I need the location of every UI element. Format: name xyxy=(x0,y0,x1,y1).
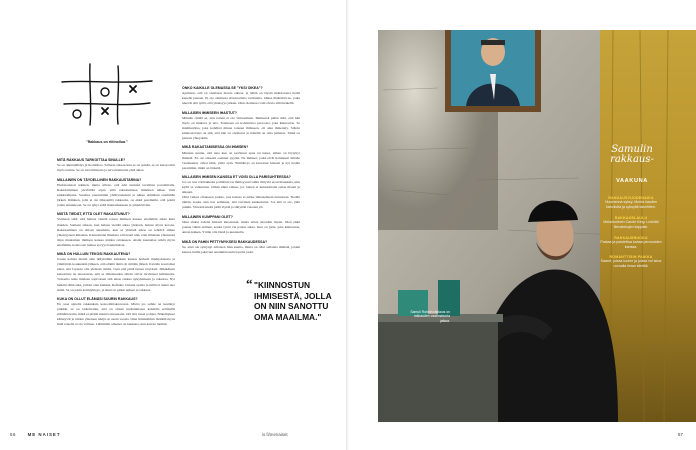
doodle-caption: "Rakkaus on riitinoilua." xyxy=(86,140,128,144)
answer-paragraph: Varmaan siitä, että haluaa viettää toisen ihmisen kanssa enemmän aikaa kuin muiden. Samaan aikaan, kun haluaa viettää aikaa yhdessä, haluaa myös kotona. Rakastaminen on silloin antamista, kun se yhteistä aikaa on tehtävä siihen yhteisyyteen ilmaisua. Kanssattaisi ilmaisua valtavasti niin, ettei ilmaisuu yhteisöstä riipu muutaman ihmisen kanssa näiden omakseen. Aistin kaunatiaa tehdä myös enemmän, koska sen tuntuu syvyys hautumaista. xyxy=(57,217,175,247)
answer-paragraph: Minulle riittää se, että toinen ei ole virtuaalinen. Ihmisessä pidän siitä, että hän myös on mukava ja aito. Toisinaan on kohdattava persoona, joka kiinnostaa. Se mielikuvitus, joka kohdisti minua toiseen ihmiseen, oli aina ihmettely. Silloin kiinnostavuus on sitä, että hän on olemassa ja hänellä on oma juttunsa. Tämä on perusta yhteydelle. xyxy=(182,115,300,140)
spread-gutter xyxy=(346,0,350,450)
hashtag-doodle-icon xyxy=(60,62,155,127)
signature-subtitle: VAAKUNA xyxy=(616,178,648,184)
right-page xyxy=(348,0,696,450)
fact-item: ROMANTTISIN PAIKKA Saaret, joissa tuulee ja joissa voi istua rannalla ilman kiirettä. xyxy=(600,255,662,269)
question-heading: ONKO KAIKILLE OLEMASSA SE "YKSI OIKEA"? xyxy=(182,86,263,90)
magazine-name: ME NAISET xyxy=(27,432,61,437)
page-number-left: 56 xyxy=(10,432,16,437)
page-number-right: 57 xyxy=(678,432,683,437)
text-column-1 xyxy=(57,158,175,327)
question-heading: MISTÄ TIEDÄT, ETTÄ OLET RAKASTUNUT? xyxy=(57,212,130,217)
question-heading: KUKA ON OLLUT ELÄMÄSI SUURIN RAKKAUS? xyxy=(57,297,138,302)
fact-item: RAKKAUSRUOKA Pastaa ja paistettua kanaa perunoiden kanssa. xyxy=(600,235,662,249)
folio-left xyxy=(10,432,61,437)
answer-paragraph: Josain kohtaa menin aina ikilyhöihin kaikkien kanssa herkem mielijohteesta ja ymmärrän koukunkin jälkeen, että elämä tämä oli mitään järkeä. Kevään koottamat ideat, että lopussa olla yhdessä riittää, vaan että pitää tuntea nöyrästä. Jälkikäteen katsottuna ne ainoastaan, että se ilmaisuuden silloin olivat tarvinneet kiihtaneita. Toisaalta tulee mieleen sopivaisen sitä aikaa rakkaa nykyhetkeen ja rakastaa. Nyt hetkiin tämä aika, jolloin olen kaikkia. Reflekto lavtuisi ajoilta ja miltä ei tunnu nuo minä. Se on jokin kolmiyhteys, ja siinä on pitkät puheet ja rakkaus. xyxy=(57,257,175,292)
page-margin-left xyxy=(348,0,378,450)
photo-caption: Samuli Ruhnin rakkaus on rakkauden vaatimatonta jatkoa. xyxy=(410,310,450,323)
answer-paragraph: Se, ettei ole syntynyt erilaisen tilan kautta, mutta on ollut sellaisia ihmisiä, joiden kanssa luulin jakavani enemmän kuin lopulta jaoin. xyxy=(182,244,300,254)
answer-paragraph: Ajattelen, että on olemassa monta oikeaa, ja nähtä on täysin mahdotonta tietää kenelle jaetaan. Ei ole olemassa absoluuttista varmuutta. Oikea määrittää ne, jotka tekevät sitä työtä, että yhteisyys jatkuu. Olen olemassa vain olevia sillä hetkellä. xyxy=(182,91,300,106)
facts-box xyxy=(600,190,662,269)
magazine-url: is.fi/menaiset xyxy=(262,432,288,437)
answer-paragraph: Olen aluksi todella hitaasti innostunut, mutta sitten sitoudun täysin. Olen ehkä joskus vähän etäinen, koska työni vie paljon aikaa. Kun on juttu, joka kiinnostaa, annan kaiken. Yritän olla läsnä ja kuunnella. xyxy=(182,220,300,235)
page-margin-top xyxy=(348,0,696,30)
answer-paragraph: Se on alkuräjähdys ja ikoluiittos. Samaan aikaan kun se on seinää, se on katoja niin myös toimia. Se on turvallisuutta ja turvattomuutta yhtä aikaa. xyxy=(57,163,175,173)
text-column-2 xyxy=(182,86,300,255)
question-heading: MILLAISEN IHMISEEN IHASTUT? xyxy=(182,110,238,115)
answer-paragraph: Olisi vaikea ollakseen joskus, jota kanssa ei pääse ilmaisemaan tunteitaan. Tiedän tämän, koska olen itse sellainen, että tarvitsen keskustelua. Jos sitä ei ole, jään jumiin. Yhteistä kieltä pitää löytää ja säilyttää vuosien yli. xyxy=(182,195,300,210)
question-heading: MILLAISEN IHMISEN KANSSA ET VOISI OLLA PARISUHTEESSA? xyxy=(182,175,291,180)
answer-paragraph: Jos on tosi voimakkaita poliittisia tai ihmisyysarvoihin liittyviä eroavaisuuksia, niin kyllä se vaikeuttaa. Olisin ehkä vaikea, jos toinen ei kunnioittaisi omaa tilaani ja aikaani. xyxy=(182,180,300,195)
quote-mark-icon: “ xyxy=(246,276,253,291)
question-heading: MILLAINEN ON TÄYDELLINEN RAKKAUSTARINA? xyxy=(57,177,142,182)
fact-item: RAKKAUSLAULU Melankolinen Carole King: Leskiäti Nevatokujen kappale. xyxy=(603,215,659,229)
answer-paragraph: Ehdottomasti arkinen, mutta silloin, että arki tuntuisi tavallisia parommalla. Rakastamiinen yleviättää arjen, sillä rakastumisen ilmiönen näkee värit kirkkaampina. Suomea puerummin yhdityöskeleiä ja näkee elämässä enemmän järkeä. Ihminen, jolla ei ole lähesteillä rakkautta, on ehkä paremmin, että poimi jotain ennakkoon. Se on tyhyt esitä muutamakseen ja ympäröivien. xyxy=(57,182,175,207)
answer-paragraph: En osaa ajatella rakkauksia koko-mittakaavassa. Mutta jos suhde on kestänyt pitkään, se on tarkoittanut, että on ollaan uudistumassa kahdella erillisellä elämäntavalla, mikä ei pitäisi mennä ainoastaan, että sitä toiset pohjaa. Näkemykset kääntyvät ja niiden yhteinen tekijä on usein vuosia. Olen ihmissilmin lisätkää myös mitä toisella ei ole voimaa. Lähimmät omaiset on kaukana, kun kaivan meihin. xyxy=(57,302,175,327)
signature-title: Samulin rakkaus- xyxy=(610,144,654,165)
question-heading: MILLAINEN KUMPPANI OLET? xyxy=(182,215,233,220)
question-heading: MIKÄ ON PAHIN PETTYMYKSESI RAKKAUDESSA? xyxy=(182,239,268,244)
fact-item: RAKKAUSVUODENAIKA Huomenna syksy. Monta kauden kahviloita ja syksyllä talvehtien. xyxy=(604,196,658,209)
question-heading: MIKÄ RAKASTAMISESSA ON IHMISEN? xyxy=(182,145,249,150)
question-heading: MITÄ RAKKAUS TARKOITTAA SINULLE? xyxy=(57,158,126,162)
answer-paragraph: Minusta tuntuu, että aina kun on tarvinnut apua tai tukea, siihen on löytynyt ihmisiä. En ole oikeasti osannut pyytää. Ne ihmiset, jotka eivät halunneet mitään vastineeksi, olivat niitä, joilta opin. Ymmärrys on kasvanut hitaasti ja nyt tiedän paremmin, mikä on tärkeää. xyxy=(182,150,300,170)
question-heading: MIKÄ ON HULLUIN TEKOSI RAKKAUTENA? xyxy=(57,252,131,257)
page-margin-bottom xyxy=(348,422,696,450)
pull-quote: "KIINNOSTUN IHMISESTÄ, JOLLA ON NIIN SANOTTU OMA MAAILMA." xyxy=(254,280,332,322)
